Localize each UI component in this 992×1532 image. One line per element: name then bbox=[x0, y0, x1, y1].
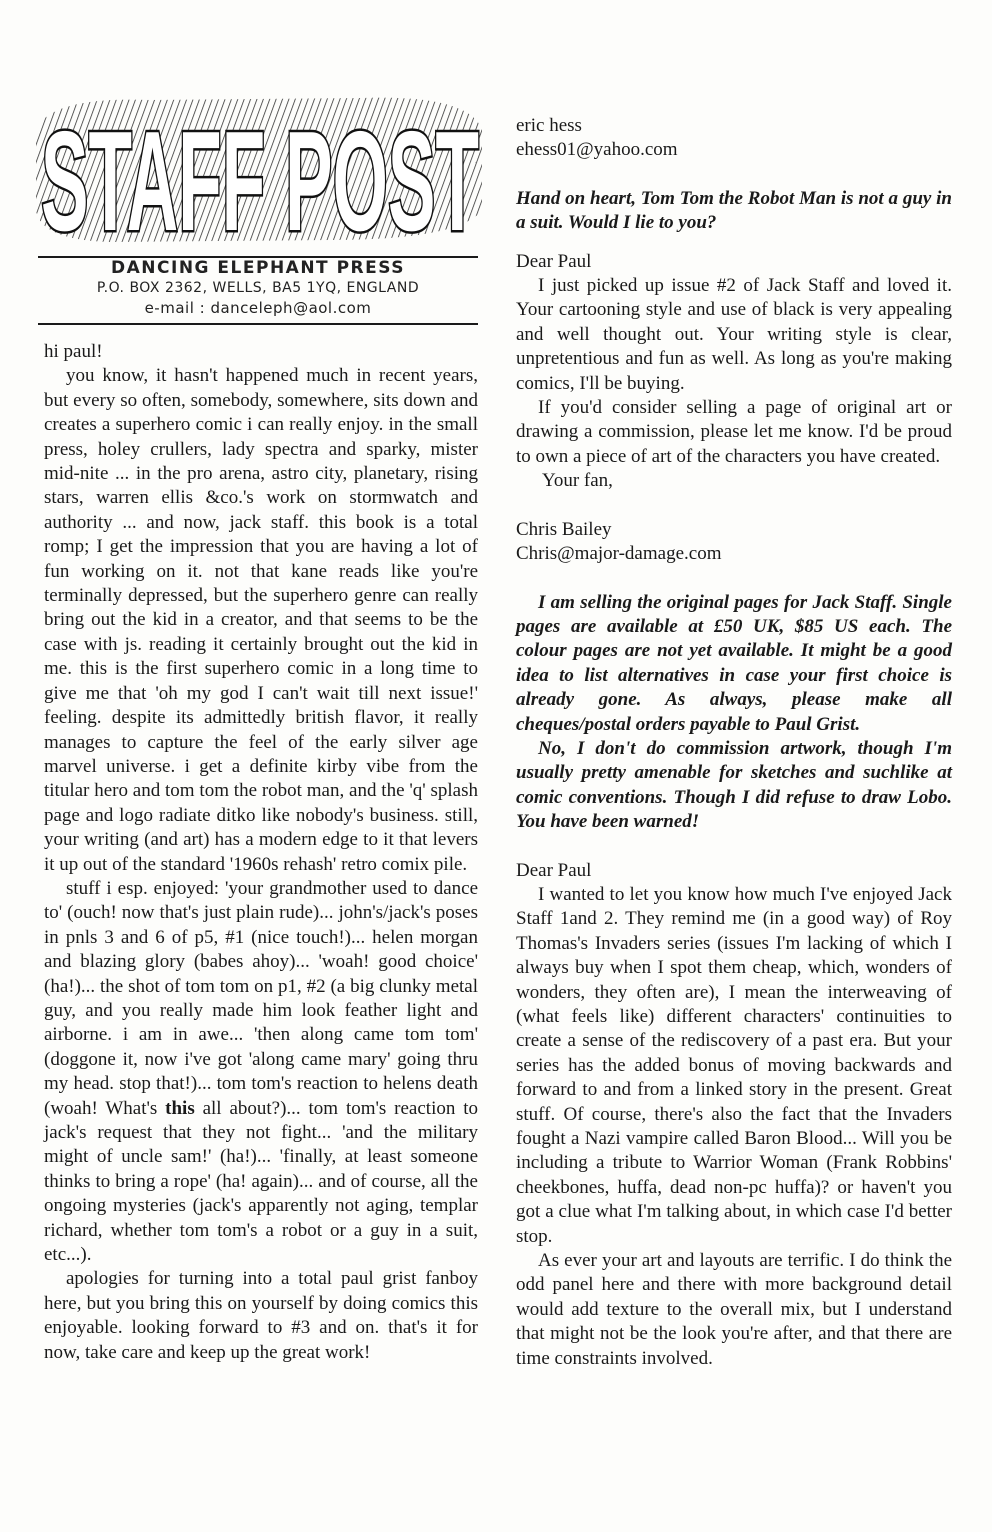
spacer bbox=[516, 163, 952, 187]
publisher-header bbox=[38, 258, 478, 318]
letter3-paragraph-1: I wanted to let you know how much I've enjoyed Jack Staff 1and 2. They remind me (in a good way) of Roy Thomas's Invaders series (issues I'm lacking of which I always buy when I spot them cheap, which, wonders of wonders, they often are), I mean the interweaving of (what feels like) different characters' continuities to create a sense of the rediscovery of a past era. But your series has the added bonus of moving backwards and forward to and from a linked story in the present. Great stuff. Of course, there's also the fact that the Invaders fought a Nazi vampire called Baron Blood... Will you be including a tribute to Warrior Woman (Frank Robbins' cheekbones, huffa, dead non-pc huffa)? or haven't you got a clue what I'm talking about, in which case I'd better stop. bbox=[516, 883, 952, 1247]
left-column bbox=[44, 340, 478, 1365]
letter1-paragraph-2 bbox=[44, 877, 478, 1268]
letter2-signature-name: Chris Bailey bbox=[516, 518, 612, 540]
staff-post-logo bbox=[30, 90, 490, 255]
editor-reply-1: Hand on heart, Tom Tom the Robot Man is not a guy in a suit. Would I lie to you? bbox=[516, 187, 952, 234]
letter2-greeting: Dear Paul bbox=[516, 250, 592, 272]
letter2-signature-email: Chris@major-damage.com bbox=[516, 543, 722, 565]
editor-reply-2-paragraph-2: No, I don't do commission artwork, though I'm usually pretty amenable for sketches and suchlike at comic conventions. Though I did refuse to draw Lobo. You have been warned! bbox=[516, 737, 952, 833]
letter1-p2-bold: this bbox=[165, 1097, 195, 1119]
letter1-signature-name: eric hess bbox=[516, 115, 582, 136]
spacer bbox=[516, 494, 952, 518]
letter1-p2-text-b: all about?)... tom tom's reaction to jack's request that they not fight... 'and the military might of uncle sam!' (ha!)... 'finally, at least someone thinks to bring a rope' (ha! again)... and of course, all the ongoing mysteries (jack's apparently not aging, templar richard, whether tom tom's a robot or a guy in a suit, etc...). bbox=[44, 1097, 478, 1266]
spacer bbox=[516, 567, 952, 591]
letter2-closing: Your fan, bbox=[542, 470, 613, 492]
staff-post-logo-art bbox=[30, 90, 490, 255]
spacer bbox=[516, 236, 952, 250]
editor-reply-2-paragraph-1: I am selling the original pages for Jack Staff. Single pages are available at £50 UK, $85 US each. The colour pages are not yet available. It might be a good idea to list alternatives in case your first choice is already gone. As always, please make all cheques/postal orders payable to Paul Grist. bbox=[516, 591, 952, 735]
publisher-email: e-mail : danceleph@aol.com bbox=[144, 299, 372, 317]
letter2-paragraph-2: If you'd consider selling a page of original art or drawing a commission, please let me know. I'd be proud to own a piece of art of the characters you have created. bbox=[516, 397, 952, 467]
letter1-paragraph-3: apologies for turning into a total paul grist fanboy here, but you bring this on yourself by doing comics this enjoyable. looking forward to #3 and on. that's it for now, take care and keep up the great work! bbox=[44, 1268, 478, 1363]
publisher-address: P.O. BOX 2362, WELLS, BA5 1YQ, ENGLAND bbox=[96, 280, 420, 296]
publisher-name: DANCING ELEPHANT PRESS bbox=[111, 258, 405, 278]
header-bottom-rule bbox=[38, 323, 478, 325]
letter2-paragraph-1: I just picked up issue #2 of Jack Staff and loved it. Your cartooning style and use of black is very appealing and well thought out. Your writing style is clear, unpretentious and fun as well. As long as you're making comics, I'll be buying. bbox=[516, 275, 952, 394]
letter1-signature-email: ehess01@yahoo.com bbox=[516, 139, 678, 161]
letter1-greeting: hi paul! bbox=[44, 341, 103, 362]
logo-title-text: STAFF POST bbox=[41, 102, 479, 255]
letter3-paragraph-2: As ever your art and layouts are terrific. I do think the odd panel here and there with more background detail would add texture to the overall mix, but I understand that might not be the look you're after, and that there are time constraints involved. bbox=[516, 1250, 952, 1369]
spacer bbox=[516, 835, 952, 859]
letter3-greeting: Dear Paul bbox=[516, 859, 592, 881]
letter1-paragraph-1: you know, it hasn't happened much in recent years, but every so often, somebody, somewhere, sits down and creates a superhero comic i can really enjoy. in the small press, holey crullers, lady spectra and sparky, mister mid-nite ... in the pro arena, astro city, planetary, rising stars, warren ellis &co.'s work on stormwatch and authority ... and now, jack staff. this book is a total romp; I get the impression that you are having a lot of fun working on it. not that kane reads like you're terminally depressed, but the superhero genre can really bring out the kid in a creator, and that seems to be the case with js. reading it certainly brought out the kid in me. this is the first superhero comic in a long time to give me that 'oh my god I can't wait till next issue!' feeling. despite its admittedly british flavor, it really manages to capture the feel of the early silver age marvel universe. i get a definite kirby vibe from the titular hero and tom tom the robot man, and the 'q' splash page and logo radiate ditko like nobody's business. still, your writing (and art) has a modern edge to it that levers it up out of the standard '1960s rehash' retro comix pile. bbox=[44, 365, 478, 875]
letter1-p2-text-a: stuff i esp. enjoyed: 'your grandmother used to dance to' (ouch! now that's just plain rude)... john's/jack's poses in pnls 3 and 6 of p5, #1 (nice touch!)... helen morgan and blazing glory (babes ahoy)... 'woah! good choice' (ha!)... the shot of tom tom on p1, #2 (a big clunky metal guy, and you really made him look feather light and airborne. i am in awe... 'then along came tom tom' (doggone it, now i've got 'along came mary' going thru my head. stop that!)... tom tom's reaction to helens death (woah! What's bbox=[44, 877, 478, 1119]
right-column bbox=[516, 114, 952, 1371]
